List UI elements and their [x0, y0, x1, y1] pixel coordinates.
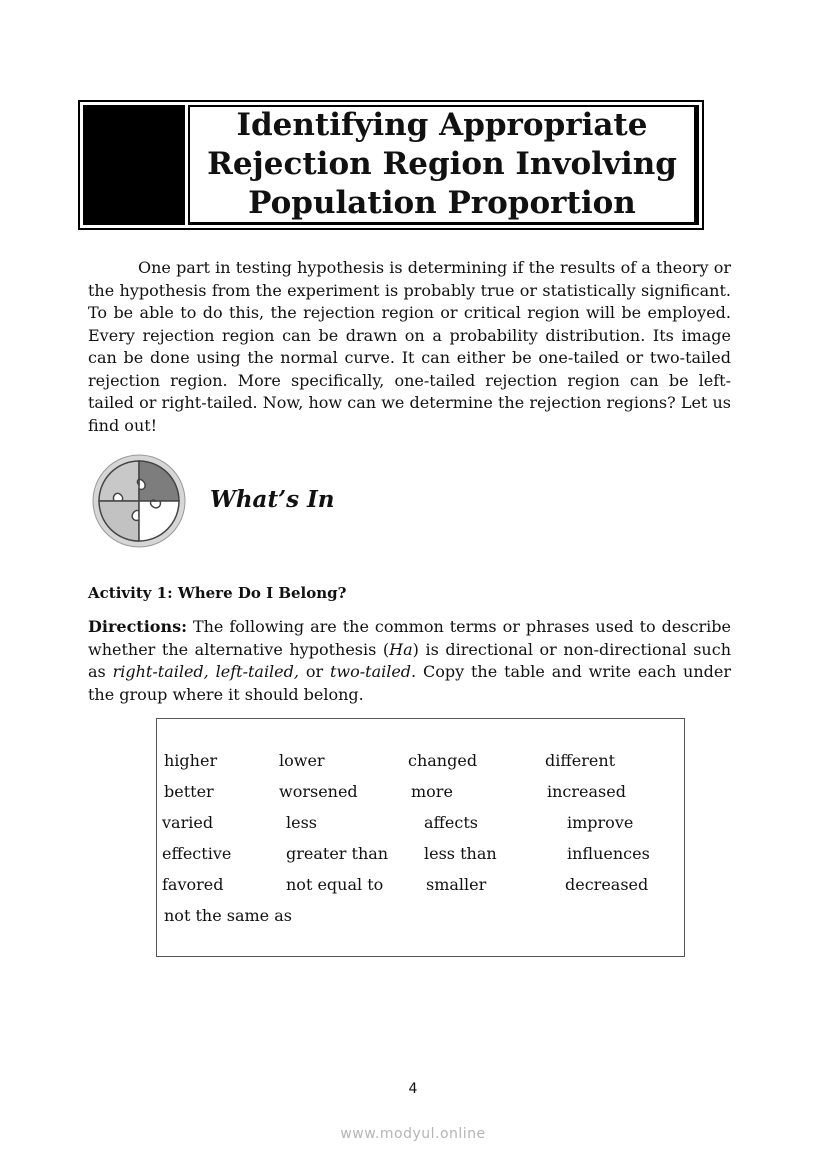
option-two-tailed: two-tailed: [329, 662, 412, 681]
page-number: 4: [408, 1081, 418, 1097]
intro-paragraph: [88, 257, 731, 437]
page-title: [207, 106, 677, 223]
option-left-tailed: left-tailed,: [215, 662, 299, 681]
term-cell: influences: [567, 844, 650, 863]
title-line-3: Population Proportion: [248, 185, 636, 221]
terms-table: [156, 718, 685, 957]
directions-text-1: The following are the common terms or phrases used to describe whether the alternative hypothesis (: [88, 617, 731, 659]
term-cell: greater than: [286, 844, 389, 863]
directions-paragraph: [88, 616, 731, 706]
term-cell: not the same as: [164, 906, 292, 925]
or-word: or: [298, 662, 330, 681]
directions-text-2: ) is directional or non-directional such as: [88, 639, 731, 681]
puzzle-icon: [92, 454, 186, 548]
title-line-1: Identifying Appropriate: [236, 107, 648, 143]
directions-label: Directions:: [88, 617, 187, 636]
term-cell: increased: [547, 782, 626, 801]
activity-title: Activity 1: Where Do I Belong?: [88, 584, 347, 602]
term-cell: favored: [162, 875, 224, 894]
ha-symbol: Ha: [389, 639, 413, 659]
term-cell: changed: [408, 751, 478, 770]
term-cell: higher: [164, 751, 218, 770]
term-cell: less than: [424, 844, 497, 863]
directions-text-3: . Copy the table and write each under the group where it should belong.: [88, 662, 731, 704]
term-cell: less: [286, 813, 318, 832]
option-right-tailed: right-tailed,: [112, 662, 209, 681]
term-cell: more: [411, 782, 453, 801]
term-cell: improve: [567, 813, 634, 832]
title-black-block: [83, 105, 185, 225]
title-line-2: Rejection Region Involving: [207, 146, 677, 182]
term-cell: varied: [162, 813, 214, 832]
term-cell: worsened: [279, 782, 358, 801]
term-cell: decreased: [565, 875, 649, 894]
title-box: [78, 100, 704, 230]
term-cell: not equal to: [286, 875, 384, 894]
term-cell: different: [545, 751, 616, 770]
watermark: www.modyul.online: [340, 1126, 486, 1142]
term-cell: affects: [424, 813, 478, 832]
title-inner-frame: [188, 105, 699, 225]
term-cell: smaller: [426, 875, 487, 894]
term-cell: effective: [162, 844, 232, 863]
section-heading: What’s In: [210, 486, 335, 513]
term-cell: better: [164, 782, 214, 801]
term-cell: lower: [279, 751, 325, 770]
intro-text: One part in testing hypothesis is determining if the results of a theory or the hypothesis from the experiment is probably true or statistically significant. To be able to do this, the rejection region or critical region will be employed. Every rejection region can be drawn on a probability distribution. Its image can be done using the normal curve. It can either be one-tailed or two-tailed rejection region. More specifically, one-tailed rejection region can be left-tailed or right-tailed. Now, how can we determine the rejection regions? Let us find out!: [88, 258, 731, 435]
